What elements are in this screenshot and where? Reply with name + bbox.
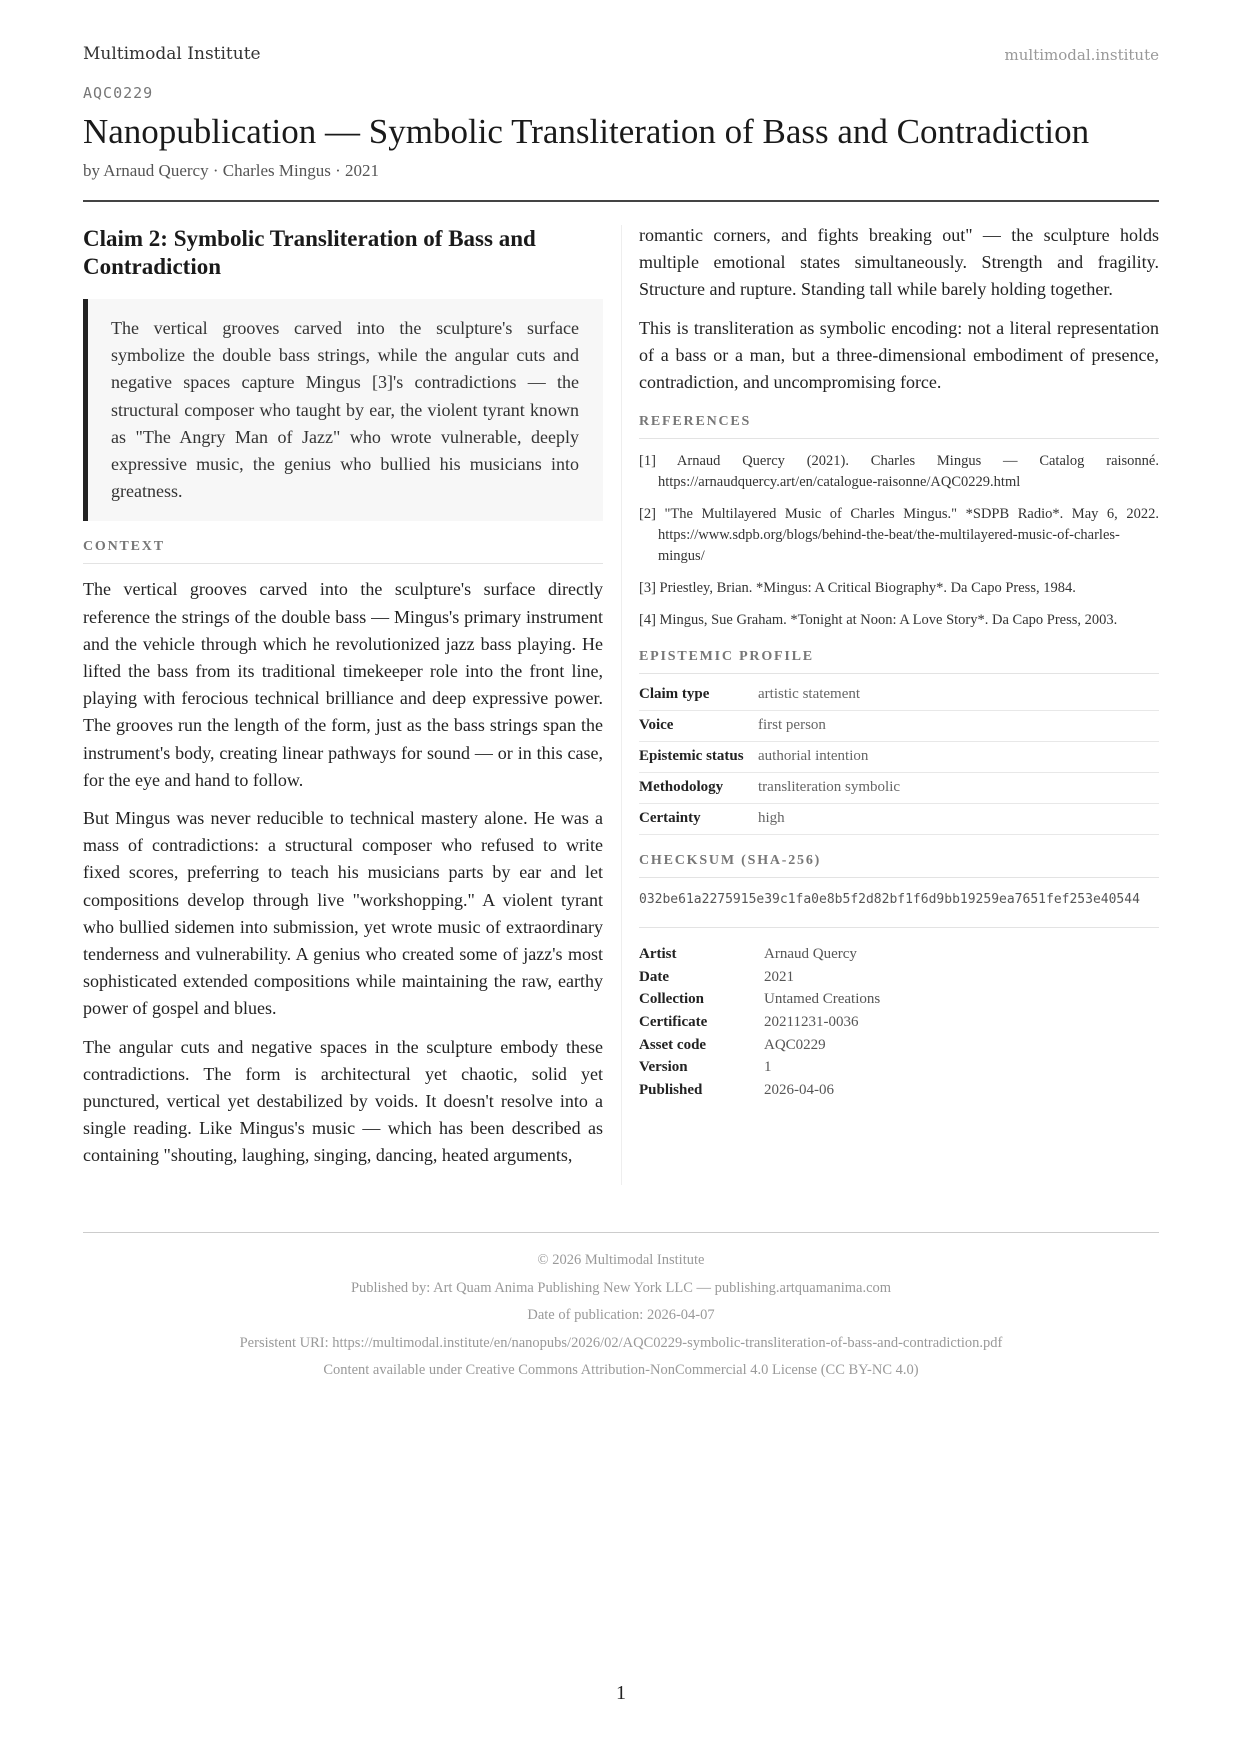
metadata-key: Published — [639, 1081, 703, 1098]
metadata-key: Certificate — [639, 1014, 708, 1030]
asset-code: AQC0229 — [83, 84, 154, 102]
claim-quote: The vertical grooves carved into the sculpture's surface symbolize the double bass strings, while the angular cuts and negative spaces capture Mingus [3]'s contradictions — the structural composer who taught by ear, the violent tyrant known as "The Angry Man of Jazz" who wrote vulnerable, deeply expressive music, the genius who bullied his musicians into greatness. — [83, 299, 603, 521]
profile-value: artistic statement — [758, 680, 1159, 711]
profile-key: Claim type — [639, 680, 758, 711]
left-column — [83, 225, 603, 1181]
table-row — [639, 1082, 1159, 1105]
context-paragraph: The vertical grooves carved into the sculpture's surface directly reference the strings of the double bass — Mingus's primary instrument and the vehicle through which he revolutionized jazz bass playing. He lifted the bass from its traditional timekeeper role into the front line, playing with ferocious technical brilliance and deep expressive power. The grooves run the length of the form, just as the bass strings span the instrument's body, creating linear pathways for sound — or in this case, for the eye and hand to follow. — [83, 579, 603, 790]
context-body — [83, 576, 603, 1169]
metadata-table — [639, 946, 1159, 1104]
metadata-key: Asset code — [639, 1036, 707, 1053]
context-body-continued — [639, 222, 1159, 396]
metadata-value: Untamed Creations — [764, 991, 881, 1008]
site-name: Multimodal Institute — [83, 44, 261, 64]
table-row — [639, 773, 1159, 804]
reference-item: [1] Arnaud Quercy (2021). Charles Mingus — Catalog raisonné. https://arnaudquercy.art/en/catalogue-raisonne/AQC0229.html — [639, 453, 1159, 491]
metadata-key: Date — [639, 968, 669, 985]
header-divider — [83, 200, 1159, 202]
checksum-value: 032be61a2275915e39c1fa0e8b5f2d82bf1f6d9bb19259ea7651fef253e40544 — [639, 890, 1159, 928]
table-row — [639, 1059, 1159, 1082]
page-number: 1 — [616, 1682, 626, 1704]
epistemic-profile-heading: EPISTEMIC PROFILE — [639, 649, 1159, 674]
metadata-key: Version — [639, 1059, 688, 1076]
context-paragraph: But Mingus was never reducible to technical mastery alone. He was a mass of contradictions: a structural composer who refused to write fixed scores, preferring to teach his musicians parts by ear and let compositions develop through live "workshopping." A violent tyrant who bullied sidemen into submission, yet wrote music of extraordinary tenderness and vulnerability. A genius who created some of jazz's most sophisticated extended compositions while maintaining the raw, earthy power of gospel and blues. — [83, 808, 603, 1019]
context-paragraph: This is transliteration as symbolic encoding: not a literal representation of a bass or a man, but a three-dimensional embodiment of presence, contradiction, and uncompromising force. — [639, 317, 1159, 393]
site-header — [83, 44, 1159, 68]
metadata-value: 2026-04-06 — [764, 1081, 834, 1098]
footer-publisher: Published by: Art Quam Anima Publishing New York LLC — publishing.artquamanima.com — [350, 1279, 892, 1296]
table-row — [639, 969, 1159, 992]
reference-item: [3] Priestley, Brian. *Mingus: A Critical Biography*. Da Capo Press, 1984. — [639, 580, 1076, 597]
claim-title: Claim 2: Symbolic Transliteration of Bass and Contradiction — [83, 226, 536, 279]
table-row — [639, 1014, 1159, 1037]
profile-value: authorial intention — [758, 742, 1159, 773]
footer-license: Content available under Creative Commons Attribution-NonCommercial 4.0 License (CC BY-NC 4.0) — [323, 1362, 919, 1378]
checksum-heading: CHECKSUM (SHA-256) — [639, 853, 1159, 878]
epistemic-profile-table — [639, 680, 1159, 835]
profile-value: high — [758, 804, 1159, 835]
profile-value: transliteration symbolic — [758, 773, 1159, 804]
table-row — [639, 1037, 1159, 1060]
profile-key: Certainty — [639, 804, 758, 835]
table-row — [639, 991, 1159, 1014]
references-list — [639, 451, 1159, 631]
document-title: Nanopublication — Symbolic Transliteration of Bass and Contradiction — [83, 112, 1090, 151]
context-heading: CONTEXT — [83, 539, 603, 564]
footer-divider — [83, 1232, 1159, 1233]
context-paragraph: The angular cuts and negative spaces in the sculpture embody these contradictions. The form is architectural yet chaotic, solid yet punctured, vertical yet destabilized by voids. It doesn't resolve into a single reading. Like Mingus's music — which has been described as containing "shouting, laughing, singing, dancing, heated arguments, — [83, 1036, 603, 1166]
right-column — [639, 225, 1159, 1104]
reference-item: [4] Mingus, Sue Graham. *Tonight at Noon: A Love Story*. Da Capo Press, 2003. — [639, 612, 1118, 629]
table-row — [639, 804, 1159, 835]
site-url[interactable]: multimodal.institute — [1004, 46, 1159, 64]
page-footer — [83, 1250, 1159, 1388]
metadata-value: AQC0229 — [764, 1036, 826, 1053]
references-heading: REFERENCES — [639, 414, 1159, 439]
table-row — [639, 680, 1159, 711]
table-row — [639, 711, 1159, 742]
footer-persistent-uri[interactable]: Persistent URI: https://multimodal.institute/en/nanopubs/2026/02/AQC0229-symbolic-transliteration-of-bass-and-contradiction.pdf — [239, 1334, 1003, 1351]
metadata-value: 1 — [764, 1059, 772, 1076]
reference-item: [2] "The Multilayered Music of Charles Mingus." *SDPB Radio*. May 6, 2022. https://www.sdpb.org/blogs/behind-the-beat/the-multilayered-music-of-charles-mingus/ — [639, 506, 1159, 565]
metadata-key: Collection — [639, 991, 704, 1008]
table-row — [639, 946, 1159, 969]
footer-copyright: © 2026 Multimodal Institute — [537, 1252, 705, 1268]
byline: by Arnaud Quercy · Charles Mingus · 2021 — [83, 161, 380, 180]
profile-key: Methodology — [639, 773, 758, 804]
metadata-value: 2021 — [764, 968, 794, 985]
profile-key: Voice — [639, 711, 758, 742]
profile-value: first person — [758, 711, 1159, 742]
profile-key: Epistemic status — [639, 742, 758, 773]
footer-publication-date: Date of publication: 2026-04-07 — [527, 1307, 715, 1323]
metadata-key: Artist — [639, 946, 677, 963]
metadata-value: 20211231-0036 — [764, 1014, 859, 1030]
table-row — [639, 742, 1159, 773]
column-divider — [621, 225, 622, 1185]
metadata-value: Arnaud Quercy — [764, 946, 857, 963]
context-paragraph: romantic corners, and fights breaking out" — the sculpture holds multiple emotional states simultaneously. Strength and fragility. Structure and rupture. Standing tall while barely holding together. — [639, 225, 1159, 300]
